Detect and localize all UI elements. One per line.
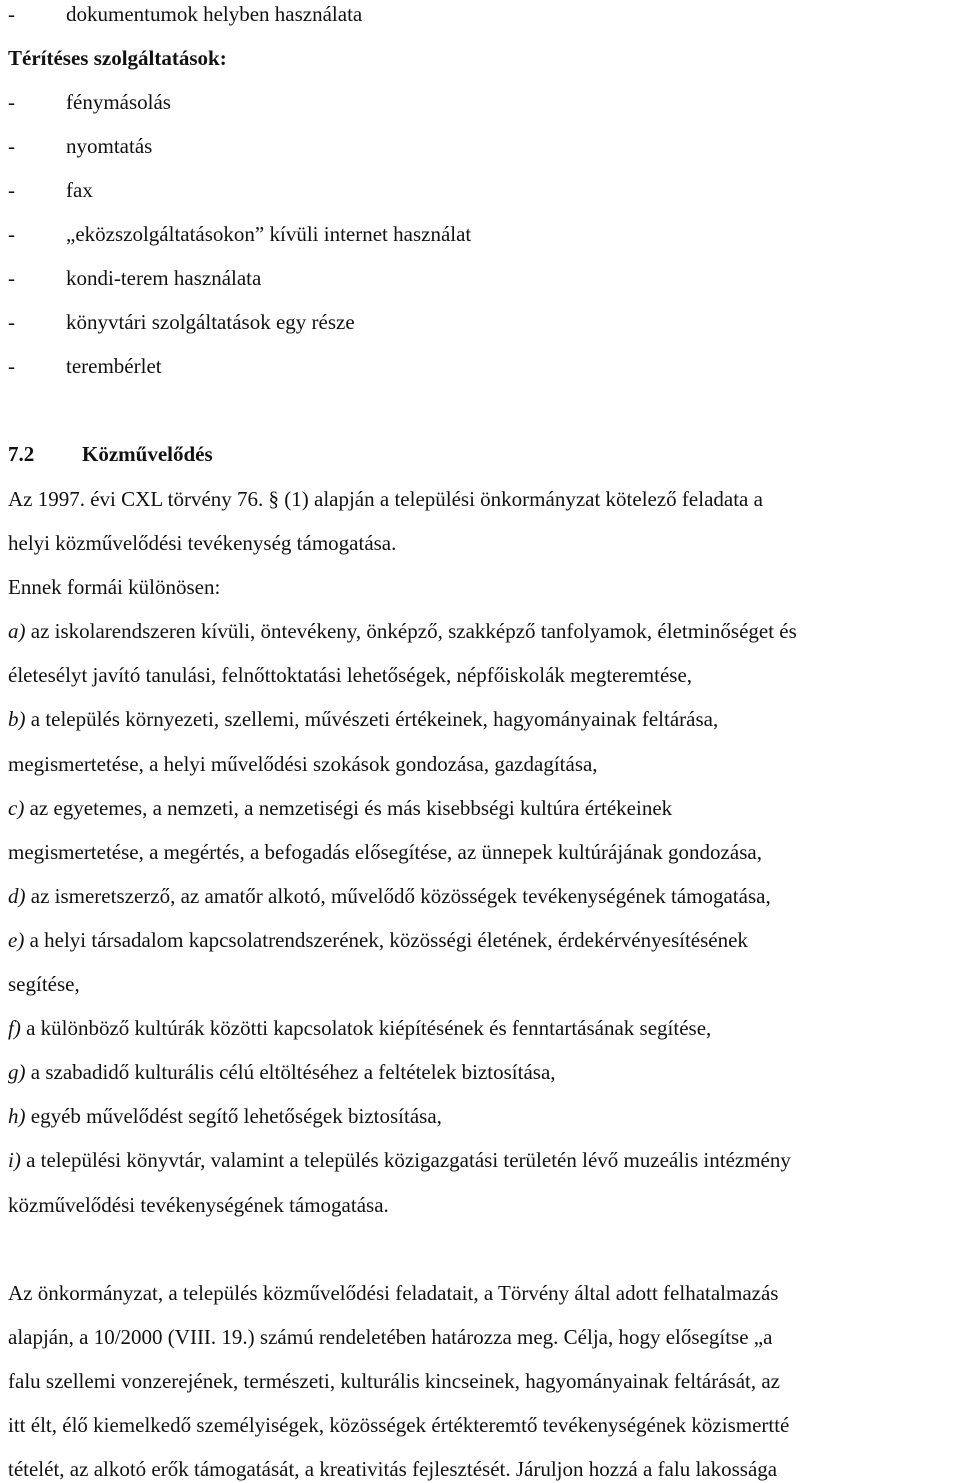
intro-text: Az 1997. évi CXL törvény 76. § (1) alapján a települési önkormányzat kötelező feladata a <box>8 487 763 511</box>
list-dash: - <box>8 90 15 114</box>
forms-heading: Ennek formái különösen: <box>8 575 221 599</box>
point-text: megismertetése, a megértés, a befogadás elősegítése, az ünnepek kultúrájának gondozása, <box>8 840 762 864</box>
point-label: e) <box>8 928 25 952</box>
point-text: életesélyt javító tanulási, felnőttoktatási lehetőségek, népfőiskolák megteremtése, <box>8 663 693 687</box>
list-dash: - <box>8 134 15 158</box>
point-text: egyéb művelődést segítő lehetőségek biztosítása, <box>30 1104 442 1128</box>
point-b <box>8 705 718 733</box>
list-item-text: kondi-terem használata <box>66 266 262 290</box>
list-item <box>0 220 960 248</box>
list-item <box>0 132 960 160</box>
point-label: h) <box>8 1104 26 1128</box>
closing-paragraph-line: Az önkormányzat, a település közművelődési feladatait, a Törvény által adott felhatalmazás <box>8 1281 779 1305</box>
point-g <box>8 1058 556 1086</box>
list-item-text: nyomtatás <box>66 134 153 158</box>
list-item-text: „eközszolgáltatásokon” kívüli internet használat <box>66 222 472 246</box>
list-dash: - <box>8 222 15 246</box>
section-title: Közművelődés <box>82 442 213 466</box>
point-text: megismertetése, a helyi művelődési szokások gondozása, gazdagítása, <box>8 752 598 776</box>
list-item-text: fax <box>66 178 93 202</box>
point-label: f) <box>8 1016 21 1040</box>
point-a <box>8 617 797 645</box>
point-label: i) <box>8 1148 21 1172</box>
list-dash: - <box>8 2 15 26</box>
point-text: az ismeretszerző, az amatőr alkotó, művelődő közösségek tevékenységének támogatása, <box>30 884 771 908</box>
point-d <box>8 882 771 910</box>
closing-paragraph-line: tételét, az alkotó erők támogatását, a kreativitás fejlesztését. Járuljon hozzá a falu lakossága <box>8 1457 778 1481</box>
intro-text: helyi közművelődési tevékenység támogatása. <box>8 531 397 555</box>
point-i <box>8 1146 791 1174</box>
point-text: segítése, <box>8 972 80 996</box>
section-number: 7.2 <box>8 442 35 466</box>
point-label: a) <box>8 619 26 643</box>
point-text: a település környezeti, szellemi, művészeti értékeinek, hagyományainak feltárása, <box>30 707 719 731</box>
point-f <box>8 1014 711 1042</box>
point-text: a helyi társadalom kapcsolatrendszerének, közösségi életének, érdekérvényesítésének <box>29 928 748 952</box>
list-item <box>0 0 960 28</box>
closing-paragraph-line: itt élt, élő kiemelkedő személyiségek, közösségek értékteremtő tevékenységének közismertté <box>8 1413 790 1437</box>
list-item-text: terembérlet <box>66 354 162 378</box>
point-label: c) <box>8 796 25 820</box>
list-item <box>0 176 960 204</box>
point-text: az iskolarendszeren kívüli, öntevékeny, önképző, szakképző tanfolyamok, életminőséget és <box>30 619 797 643</box>
list-dash: - <box>8 178 15 202</box>
point-text: a különböző kultúrák közötti kapcsolatok kiépítésének és fenntartásának segítése, <box>26 1016 712 1040</box>
point-c <box>8 794 672 822</box>
point-label: g) <box>8 1060 26 1084</box>
list-dash: - <box>8 266 15 290</box>
list-item <box>0 352 960 380</box>
point-label: b) <box>8 707 26 731</box>
paid-services-heading: Térítéses szolgáltatások: <box>8 46 227 70</box>
section-heading <box>0 440 960 468</box>
point-text: közművelődési tevékenységének támogatása. <box>8 1193 389 1217</box>
closing-paragraph-line: falu szellemi vonzerejének, természeti, kulturális kincseinek, hagyományainak feltárását, az <box>8 1369 781 1393</box>
list-item <box>0 308 960 336</box>
closing-paragraph-line: alapján, a 10/2000 (VIII. 19.) számú rendeletében határozza meg. Célja, hogy elősegítse „a <box>8 1325 773 1349</box>
list-dash: - <box>8 354 15 378</box>
point-e <box>8 926 748 954</box>
point-text: az egyetemes, a nemzeti, a nemzetiségi és más kisebbségi kultúra értékeinek <box>29 796 673 820</box>
point-text: a települési könyvtár, valamint a település közigazgatási területén lévő muzeális intézmény <box>26 1148 791 1172</box>
list-item-text: könyvtári szolgáltatások egy része <box>66 310 355 334</box>
list-item-text: dokumentumok helyben használata <box>66 2 363 26</box>
list-item-text: fénymásolás <box>66 90 171 114</box>
point-h <box>8 1102 442 1130</box>
list-item <box>0 88 960 116</box>
point-text: a szabadidő kulturális célú eltöltéséhez a feltételek biztosítása, <box>30 1060 556 1084</box>
list-dash: - <box>8 310 15 334</box>
point-label: d) <box>8 884 26 908</box>
list-item <box>0 264 960 292</box>
